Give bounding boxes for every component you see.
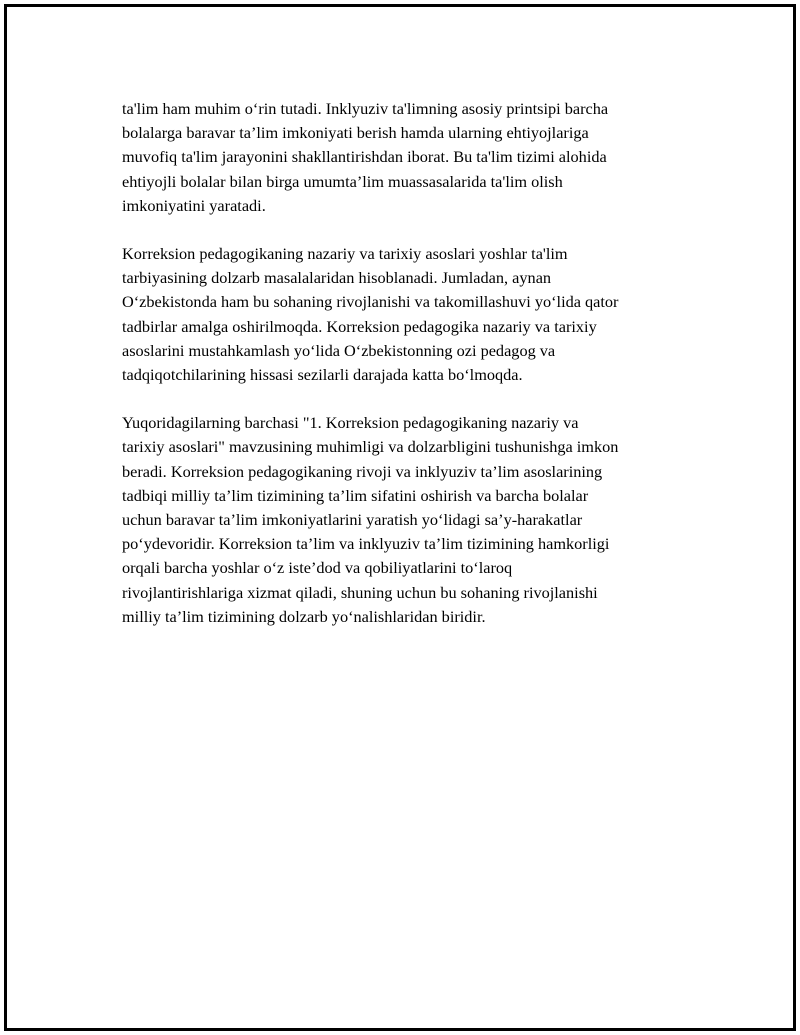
text-line: beradi. Korreksion pedagogikaning rivoji va inklyuziv ta’lim asoslarining [122, 461, 603, 481]
paragraph-1 [122, 97, 697, 218]
text-line: po‘ydevoridir. Korreksion ta’lim va inklyuziv ta’lim tizimining hamkorligi [122, 534, 610, 554]
text-line: Yuqoridagilarning barchasi "1. Korreksion pedagogikaning nazariy va [122, 413, 579, 433]
paragraph-2 [122, 242, 697, 387]
text-line: O‘zbekistonda ham bu sohaning rivojlanishi va takomillashuvi yo‘lida qator [122, 292, 619, 312]
text-line: rivojlantirishlariga xizmat qiladi, shuning uchun bu sohaning rivojlanishi [122, 582, 598, 602]
text-line: asoslarini mustahkamlash yo‘lida O‘zbekistonning ozi pedagog va [122, 340, 556, 360]
text-line: milliy ta’lim tizimining dolzarb yo‘nalishlaridan biridir. [122, 606, 486, 626]
paragraph-3 [122, 411, 697, 629]
text-line: orqali barcha yoshlar o‘z iste’dod va qobiliyatlarini to‘laroq [122, 558, 513, 578]
text-line: tarbiyasining dolzarb masalalaridan hisoblanadi. Jumladan, aynan [122, 268, 552, 288]
text-line: tadbiqi milliy ta’lim tizimining ta’lim sifatini oshirish va barcha bolalar [122, 485, 589, 505]
document-body [122, 97, 697, 653]
text-line: tarixiy asoslari" mavzusining muhimligi va dolzarbligini tushunishga imkon [122, 437, 619, 457]
text-line: ehtiyojli bolalar bilan birga umumta’lim muassasalarida ta'lim olish [122, 171, 563, 191]
text-line: muvofiq ta'lim jarayonini shakllantirishdan iborat. Bu ta'lim tizimi alohida [122, 147, 607, 167]
text-line: imkoniyatini yaratadi. [122, 195, 266, 215]
text-line: Korreksion pedagogikaning nazariy va tarixiy asoslari yoshlar ta'lim [122, 244, 568, 264]
text-line: tadqiqotchilarining hissasi sezilarli darajada katta bo‘lmoqda. [122, 365, 523, 385]
text-line: bolalarga baravar ta’lim imkoniyati berish hamda ularning ehtiyojlariga [122, 123, 589, 143]
text-line: ta'lim ham muhim o‘rin tutadi. Inklyuziv ta'limning asosiy printsipi barcha [122, 99, 609, 118]
text-line: tadbirlar amalga oshirilmoqda. Korreksion pedagogika nazariy va tarixiy [122, 316, 597, 336]
text-line: uchun baravar ta’lim imkoniyatlarini yaratish yo‘lidagi sa’y-harakatlar [122, 510, 583, 530]
page-frame [4, 4, 796, 1031]
